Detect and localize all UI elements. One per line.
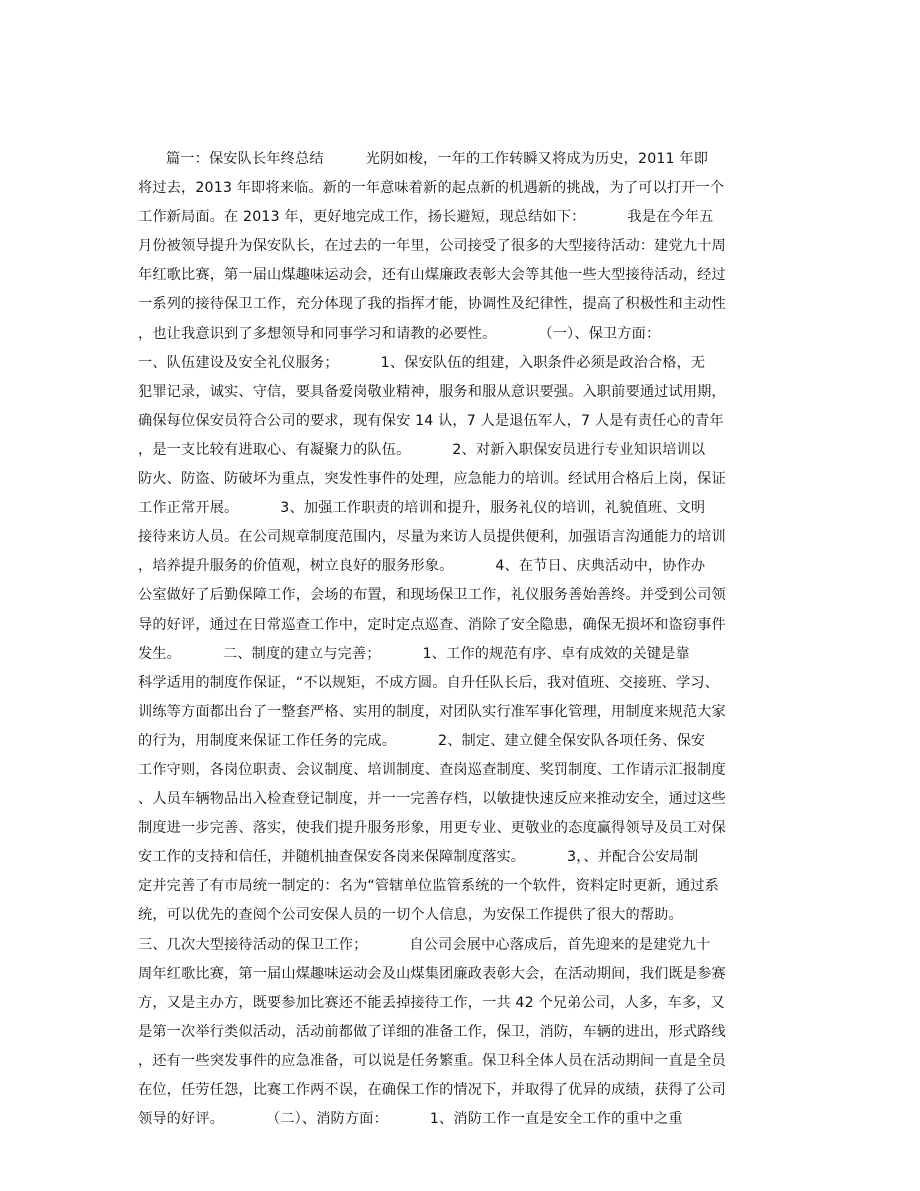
text-line: 月份被领导提升为保安队长，在过去的一年里，公司接受了很多的大型接待活动：建党九十周 <box>138 238 726 255</box>
text-line: 接待来访人员。在公司规章制度范围内，尽量为来访人员提供便利，加强语言沟通能力的培训 <box>138 529 726 546</box>
text-line: ，还有一些突发事件的应急准备，可以说是任务繁重。保卫科全体人员在活动期间一直是全员 <box>138 1052 726 1069</box>
text-line: 犯罪记录，诚实、守信，要具备爱岗敬业精神，服务和服从意识要强。入职前要通过试用期， <box>138 383 726 400</box>
text-line: 统，可以优先的查阅个公司安保人员的一切个人信息，为安保工作提供了很大的帮助。 <box>138 907 683 924</box>
text-line: 防火、防盗、防破坏为重点，突发性事件的处理，应急能力的培训。经试用合格后上岗，保证 <box>138 471 726 488</box>
text-line: ，也让我意识到了多想领导和同事学习和请教的必要性。 （一）、保卫方面： <box>138 325 661 342</box>
text-line: 确保每位保安员符合公司的要求，现有保安 14 认，7 人是退伍军人，7 人是有责任心的青年 <box>138 412 724 429</box>
text-line: 发生。 二、制度的建立与完善； 1、工作的规范有序、卓有成效的关键是靠 <box>138 645 690 662</box>
text-line: 领导的好评。 （二）、消防方面： 1、消防工作一直是安全工作的重中之重 <box>138 1111 683 1128</box>
text-line: 科学适用的制度作保证，“不以规矩，不成方圆。自升任队长后，我对值班、交接班、学习、 <box>138 674 720 691</box>
text-line: 训练等方面都出台了一整套严格、实用的制度，对团队实行准军事化管理，用制度来规范大家 <box>138 703 726 720</box>
text-line: 将过去，2013 年即将来临。新的一年意味着新的起点新的机遇新的挑战，为了可以打开一个 <box>138 180 725 197</box>
text-line: 安工作的支持和信任，并随机抽查保安各岗来保障制度落实。 3，、并配合公安局制 <box>138 849 699 866</box>
text-line: 篇一：保安队长年终总结 光阴如梭，一年的工作转瞬又将成为历史，2011 年即 <box>138 151 709 167</box>
text-line: 年红歌比赛，第一届山煤趣味运动会，还有山煤廉政表彰大会等其他一些大型接待活动，经过 <box>138 267 726 284</box>
text-line: 一系列的接待保卫工作，充分体现了我的指挥才能，协调性及纪律性，提高了积极性和主动性 <box>138 296 726 313</box>
text-line: 周年红歌比赛，第一届山煤趣味运动会及山煤集团廉政表彰大会，在活动期间，我们既是参赛 <box>138 965 726 982</box>
text-line: 导的好评，通过在日常巡查工作中，定时定点巡查、消除了安全隐患，确保无损坏和盗窃事件 <box>138 616 726 633</box>
text-line: 工作新局面。在 2013 年，更好地完成工作，扬长避短，现总结如下： 我是在今年五 <box>138 209 714 226</box>
text-line: 工作正常开展。 3、加强工作职责的培训和提升，服务礼仪的培训，礼貌值班、文明 <box>138 500 706 517</box>
text-line: 工作守则，各岗位职责、会议制度、培训制度、查岗巡查制度、奖罚制度、工作请示汇报制度 <box>138 761 726 778</box>
text-line: 在位，任劳任怨，比赛工作两不误，在确保工作的情况下，并取得了优异的成绩，获得了公司 <box>138 1082 726 1098</box>
text-line: ，培养提升服务的价值观，树立良好的服务形象。 4、在节日、庆典活动中，协作办 <box>138 558 706 575</box>
text-line: 、人员车辆物品出入检查登记制度，并一一完善存档，以敏捷快速反应来推动安全，通过这些 <box>138 791 726 808</box>
text-line: 制度进一步完善、落实，使我们提升服务形象，用更专业、更敬业的态度赢得领导及员工对保 <box>138 820 726 837</box>
text-line: 的行为，用制度来保证工作任务的完成。 2、制定、建立健全保安队各项任务、保安 <box>138 732 706 749</box>
document-body <box>138 145 782 1134</box>
text-line: 是第一次举行类似活动，活动前都做了详细的准备工作，保卫，消防，车辆的进出，形式路线 <box>138 1023 726 1040</box>
text-line: 定并完善了有市局统一制定的：名为“管辖单位监管系统的一个软件，资料定时更新，通过系 <box>138 878 720 895</box>
text-line: 一、队伍建设及安全礼仪服务； 1、保安队伍的组建，入职条件必须是政治合格，无 <box>138 354 706 371</box>
text-line: ，是一支比较有进取心、有凝聚力的队伍。 2、对新入职保安员进行专业知识培训以 <box>138 441 706 458</box>
text-line: 公室做好了后勤保障工作，会场的布置，和现场保卫工作，礼仪服务善始善终。并受到公司领 <box>138 587 726 604</box>
text-line: 三、几次大型接待活动的保卫工作； 自公司会展中心落成后，首先迎来的是建党九十 <box>138 936 711 953</box>
text-line: 方，又是主办方，既要参加比赛还不能丢掉接待工作，一共 42 个兄弟公司，人多，车多，又 <box>138 994 725 1011</box>
